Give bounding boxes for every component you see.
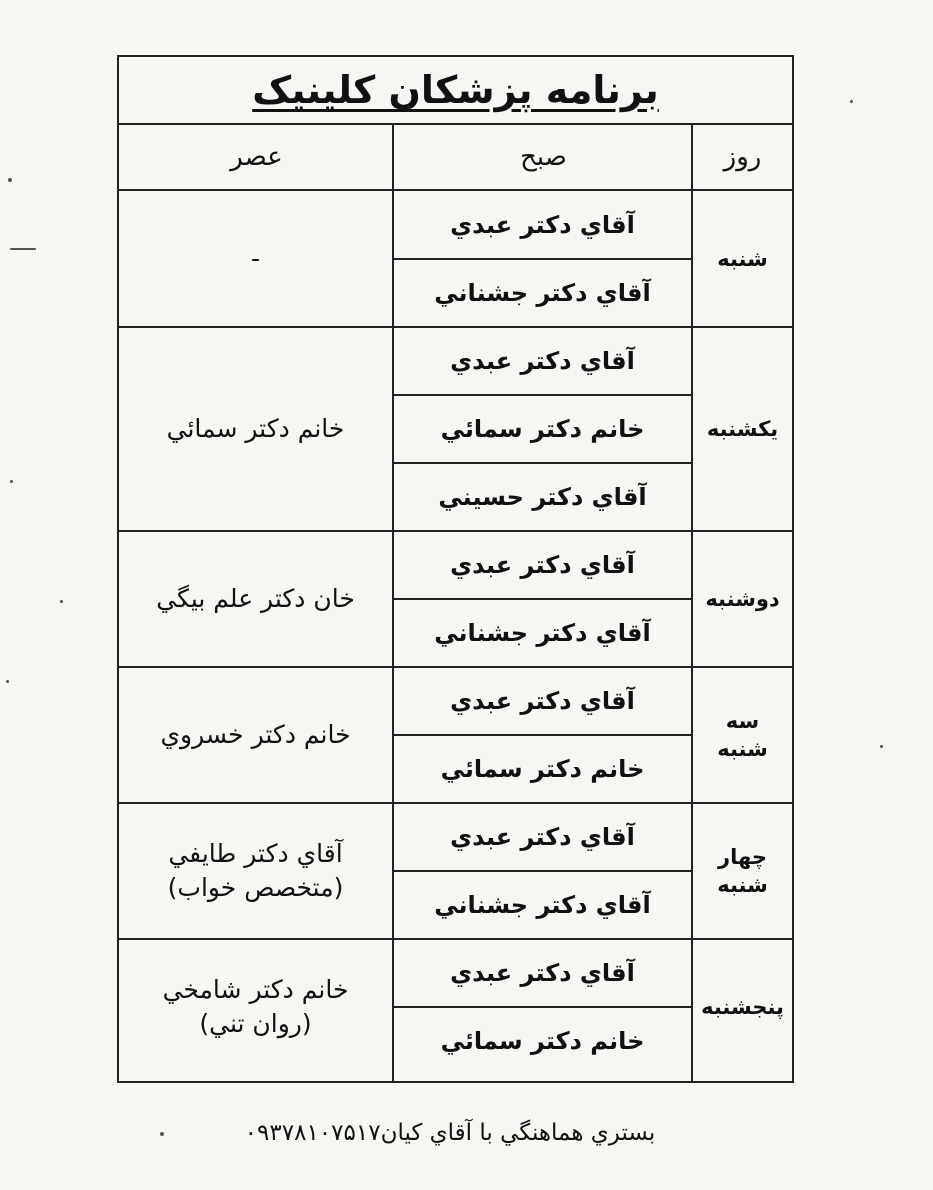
day-cell: شنبه: [717, 246, 768, 271]
header-afternoon: عصر: [119, 125, 394, 191]
day-cell: پنجشنبه: [701, 994, 784, 1019]
day-cell: چهار شنبه: [717, 844, 768, 897]
scan-speck: [60, 600, 63, 603]
afternoon-cell: خان دكتر علم بيگي: [156, 584, 355, 614]
day-cell: يكشنبه: [706, 416, 779, 441]
scan-speck: [8, 178, 12, 182]
scan-speck: [880, 745, 883, 748]
morning-doctor-cell: خانم دكتر سمائي: [440, 414, 645, 443]
morning-doctor-cell: آقاي دكتر جشناني: [434, 618, 651, 647]
title-row: [119, 57, 792, 125]
scan-speck: [10, 480, 13, 483]
day-cell: دوشنبه: [705, 586, 780, 611]
morning-doctor-cell: آقاي دكتر عبدي: [450, 686, 635, 715]
scan-speck: [10, 248, 36, 250]
morning-doctor-cell: آقاي دكتر عبدي: [450, 550, 635, 579]
afternoon-cell: آقاي دكتر طايفي (متخصص خواب): [167, 839, 344, 902]
day-cell: سه شنبه: [717, 708, 768, 761]
morning-doctor-cell: آقاي دكتر عبدي: [450, 958, 635, 987]
morning-doctor-cell: آقاي دكتر عبدي: [450, 210, 635, 239]
page-title: برنامه پزشکان کلینیک: [252, 68, 659, 112]
morning-doctor-cell: آقاي دكتر جشناني: [434, 278, 651, 307]
afternoon-cell: -: [250, 244, 261, 274]
schedule-grid: [119, 125, 792, 1081]
morning-doctor-cell: آقاي دكتر جشناني: [434, 890, 651, 919]
morning-doctor-cell: آقاي دكتر حسيني: [438, 482, 647, 511]
morning-doctor-cell: آقاي دكتر عبدي: [450, 346, 635, 375]
morning-doctor-cell: آقاي دكتر عبدي: [450, 822, 635, 851]
header-day: روز: [693, 125, 792, 191]
afternoon-cell: خانم دكتر شامخي (روان تني): [162, 975, 349, 1038]
afternoon-cell: خانم دكتر خسروي: [160, 720, 351, 750]
scan-speck: [850, 100, 853, 103]
header-morning: صبح: [394, 125, 693, 191]
footer-note: بستري هماهنگي با آقاي كيان۰۹۳۷۸۱۰۷۵۱۷: [244, 1120, 656, 1146]
morning-doctor-cell: خانم دكتر سمائي: [440, 754, 645, 783]
scan-speck: [6, 680, 9, 683]
schedule-table: [117, 55, 794, 1083]
morning-doctor-cell: خانم دكتر سمائي: [440, 1026, 645, 1055]
afternoon-cell: خانم دكتر سمائي: [166, 414, 345, 444]
